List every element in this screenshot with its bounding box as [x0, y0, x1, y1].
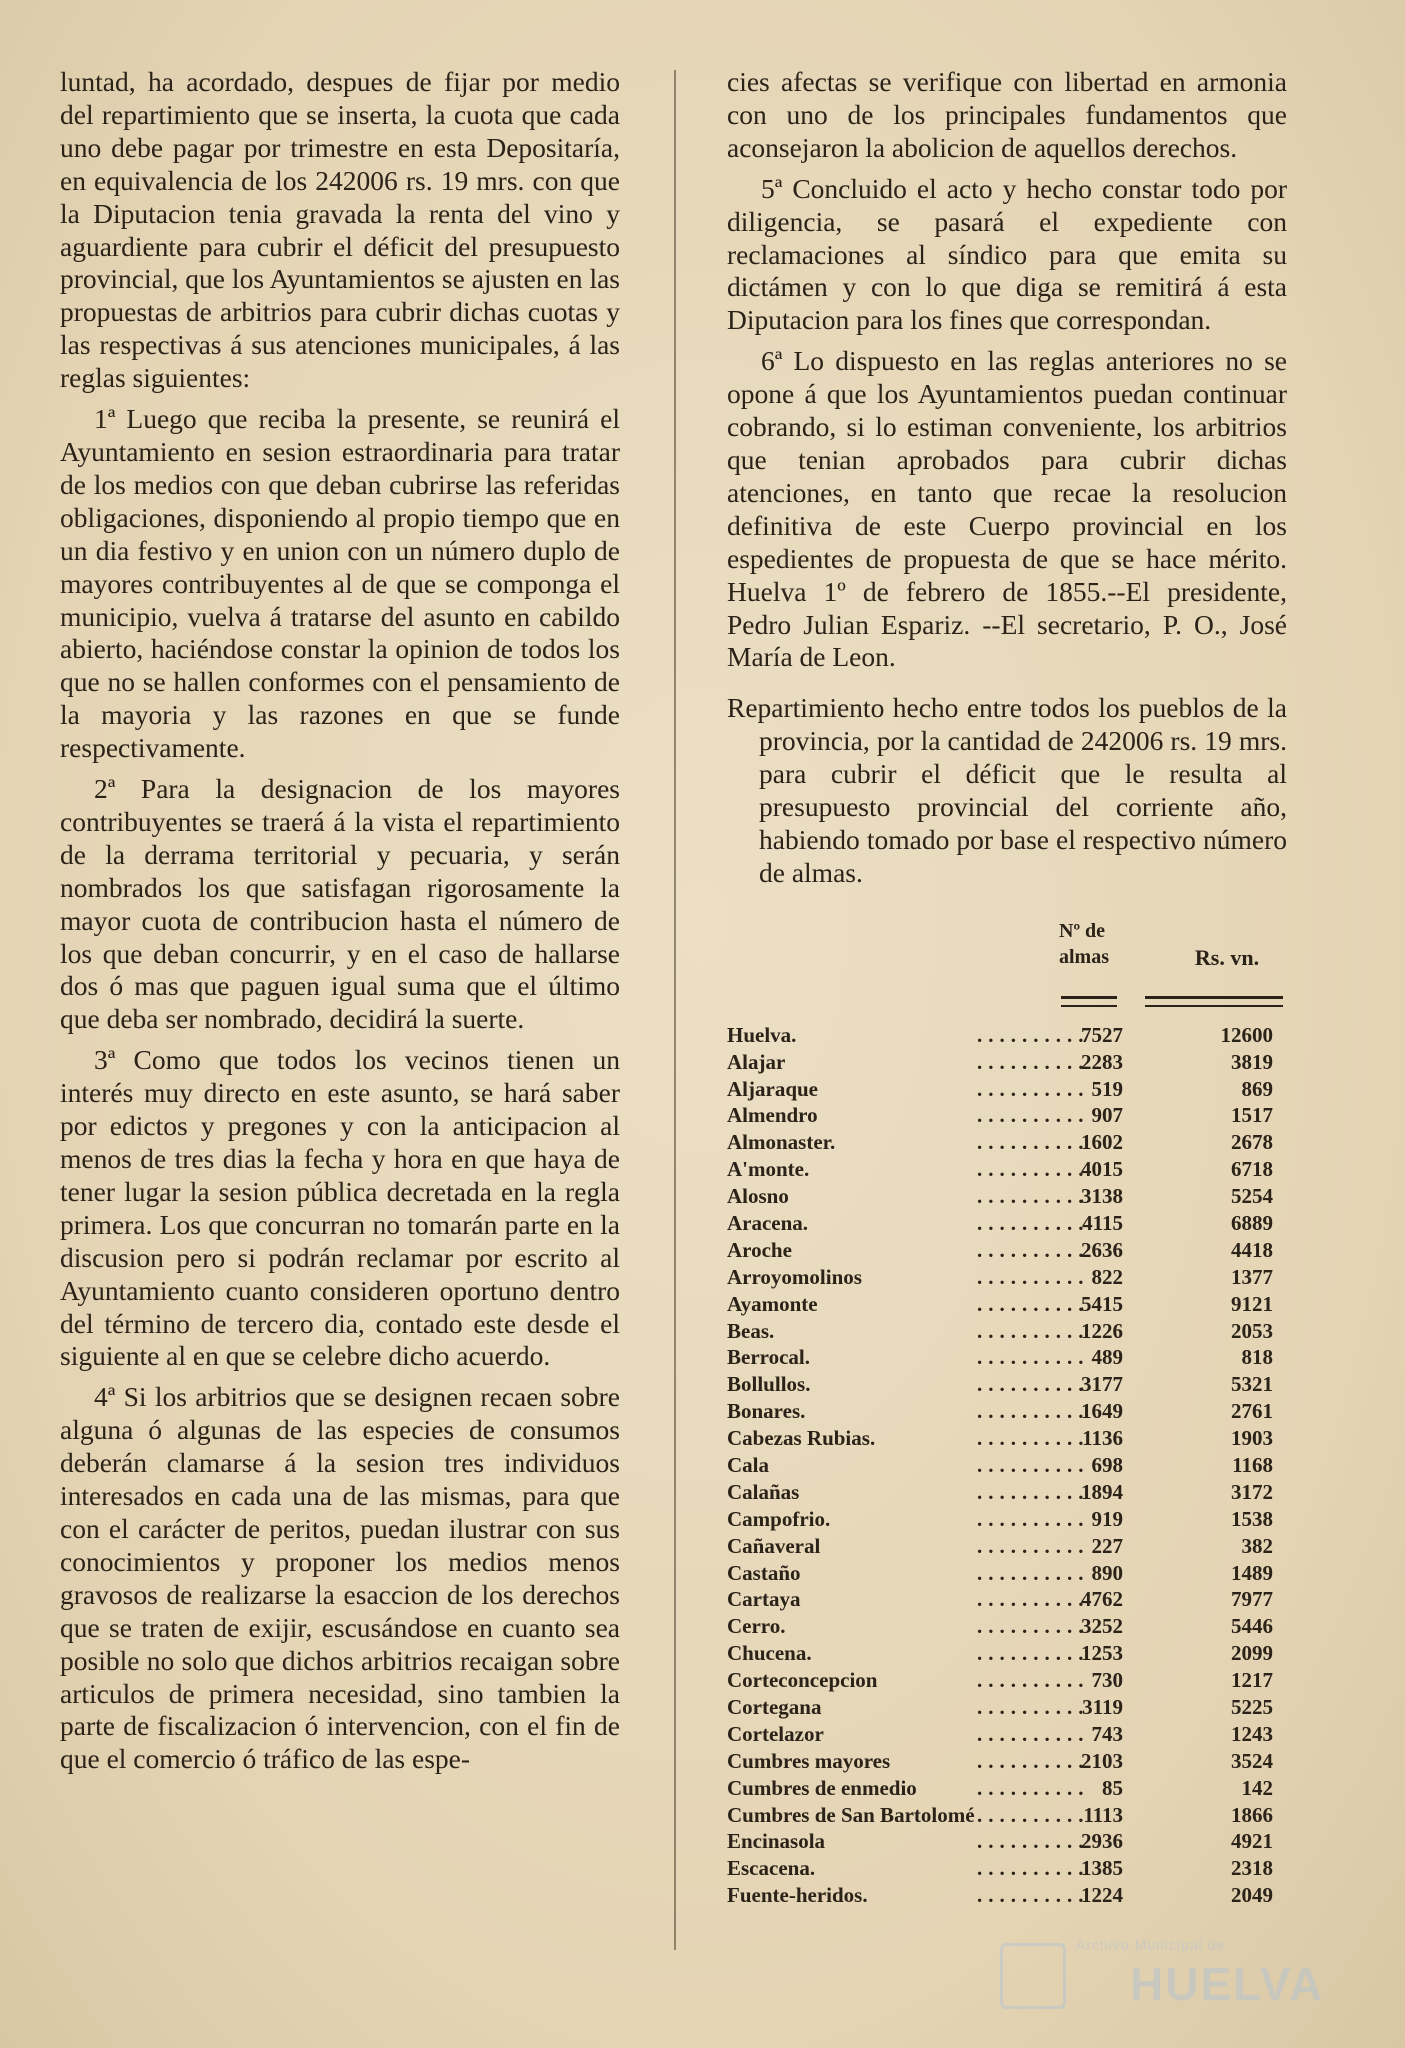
table-row: [727, 1479, 1287, 1506]
table-row: [727, 1748, 1287, 1775]
pueblo-name: Fuente-heridos.: [727, 1883, 868, 1908]
pueblo-name: Cumbres de San Bartolomé: [727, 1802, 975, 1827]
table-row: [727, 1586, 1287, 1613]
almas-value: 822: [1091, 1264, 1123, 1289]
leader-dots: ..........: [977, 1399, 1090, 1424]
leader-dots: ..........: [977, 1883, 1090, 1908]
pueblo-name: Cabezas Rubias.: [727, 1426, 876, 1451]
pueblo-name: Cumbres de enmedio: [727, 1775, 917, 1800]
pueblo-name: Arroyomolinos: [727, 1264, 862, 1289]
leader-dots: ..........: [977, 1210, 1090, 1235]
leader-dots: ..........: [977, 1802, 1090, 1827]
pueblo-name: Alosno: [727, 1184, 789, 1209]
table-row: [727, 1855, 1287, 1882]
table-row: [727, 1129, 1287, 1156]
col-header-rs: Rs. vn.: [1194, 944, 1260, 970]
pueblo-name: Calañas: [727, 1479, 800, 1504]
rs-value: 12600: [1220, 1022, 1273, 1047]
rs-value: 1377: [1231, 1264, 1273, 1289]
rs-value: 1489: [1231, 1560, 1273, 1585]
leader-dots: ..........: [977, 1237, 1090, 1262]
rs-value: 1517: [1231, 1103, 1273, 1128]
rs-value: 2761: [1231, 1399, 1273, 1424]
pueblo-name: Campofrio.: [727, 1506, 831, 1531]
pueblo-name: Aracena.: [727, 1210, 809, 1235]
pueblo-name: Almonaster.: [727, 1130, 836, 1155]
table-row: [727, 1640, 1287, 1667]
leader-dots: ..........: [977, 1560, 1090, 1585]
pueblo-name: Huelva.: [727, 1022, 797, 1047]
leader-dots: ..........: [977, 1130, 1090, 1155]
leader-dots: ..........: [977, 1426, 1090, 1451]
pueblo-name: Cortelazor: [727, 1721, 824, 1746]
table-row: [727, 1452, 1287, 1479]
leader-dots: ..........: [977, 1668, 1090, 1693]
almas-value: 3138: [1081, 1184, 1123, 1209]
almas-value: 1385: [1081, 1856, 1123, 1881]
table-row: [727, 1264, 1287, 1291]
rs-value: 2318: [1231, 1856, 1273, 1881]
table-row: [727, 1237, 1287, 1264]
rs-value: 3819: [1231, 1049, 1273, 1074]
table-row: [727, 1318, 1287, 1345]
almas-value: 2103: [1081, 1748, 1123, 1773]
table-row: [727, 1882, 1287, 1909]
almas-value: 2283: [1081, 1049, 1123, 1074]
almas-value: 7527: [1081, 1022, 1123, 1047]
rs-value: 2049: [1231, 1883, 1273, 1908]
pueblo-name: Aljaraque: [727, 1076, 818, 1101]
rs-value: 3172: [1231, 1479, 1273, 1504]
almas-value: 3252: [1081, 1614, 1123, 1639]
pueblo-name: A'monte.: [727, 1157, 810, 1182]
pueblo-name: Cumbres mayores: [727, 1748, 891, 1773]
table-row: [727, 1506, 1287, 1533]
almas-value: 5415: [1081, 1291, 1123, 1316]
table-row: [727, 1802, 1287, 1829]
rs-value: 5446: [1231, 1614, 1273, 1639]
rs-value: 1866: [1231, 1802, 1273, 1827]
leader-dots: ..........: [977, 1506, 1090, 1531]
rs-value: 2099: [1231, 1641, 1273, 1666]
table-row: [727, 1828, 1287, 1855]
almas-value: 3119: [1082, 1695, 1123, 1720]
pueblo-name: Castaño: [727, 1560, 801, 1585]
almas-value: 1602: [1081, 1130, 1123, 1155]
leader-dots: ..........: [977, 1829, 1090, 1854]
leader-dots: ..........: [977, 1721, 1090, 1746]
leader-dots: ..........: [977, 1022, 1090, 1047]
table-row: [727, 1076, 1287, 1103]
rs-value: 2053: [1231, 1318, 1273, 1343]
table-row: [727, 1183, 1287, 1210]
almas-value: 1649: [1081, 1399, 1123, 1424]
intro-paragraph: luntad, ha acordado, despues de fijar por medio del repartimiento que se inserta, la cuota que cada uno debe pagar por trimestre en esta Depositaría, en equivalencia de los 242006 rs. 19 mrs. con que la Diputacion tenia gravada la renta del vino y aguardiente para cubrir el déficit del presupuesto provincial, que los Ayuntamientos se ajusten en las propuestas de arbitrios para cubrir dichas cuotas y las respectivas á sus atenciones municipales, á las reglas siguientes:: [60, 66, 620, 394]
leader-dots: ..........: [977, 1157, 1090, 1182]
pueblo-name: Bollullos.: [727, 1372, 811, 1397]
continuation-paragraph: cies afectas se verifique con libertad en armonia con uno de los principales fundamentos que aconsejaron la abolicion de aquellos derechos.: [727, 66, 1287, 163]
table-row: [727, 1721, 1287, 1748]
table-row: [727, 1022, 1287, 1049]
header-rule-rs: [1145, 996, 1283, 1007]
rule-1-paragraph: 1ª Luego que reciba la presente, se reunirá el Ayuntamiento en sesion estraordinaria para tratar de los medios con que deban cubrirse las referidas obligaciones, disponiendo al propio tiempo que en un dia festivo y en union con un número duplo de mayores contribuyentes al de que se componga el municipio, vuelva á tratarse del asunto en cabildo abierto, haciéndose constar la opinion de todos los que no se hallen conformes con el pensamiento de la mayoria y las razones en que se funde respectivamente.: [60, 403, 620, 764]
almas-value: 519: [1091, 1076, 1123, 1101]
table-title: Repartimiento hecho entre todos los pueblos de la provincia, por la cantidad de 242006 rs. 19 mrs. para cubrir el déficit que le resulta al presupuesto provincial del corriente año, habiendo tomado por base el respectivo número de almas.: [727, 692, 1287, 888]
rule-2-paragraph: 2ª Para la designacion de los mayores contribuyentes se traerá á la vista el repartimiento de la derrama territorial y pecuaria, y serán nombrados los que satisfagan rigorosamente la mayor cuota de contribucion hasta el número de los que deban concurrir, y en el caso de hallarse dos ó mas que paguen igual suma que el último que deba ser nombrado, decidirá la suerte.: [60, 773, 620, 1035]
table-row: [727, 1210, 1287, 1237]
almas-value: 1136: [1082, 1426, 1123, 1451]
almas-value: 907: [1091, 1103, 1123, 1128]
rule-4-paragraph: 4ª Si los arbitrios que se designen recaen sobre alguna ó algunas de las especies de consumos deberán clamarse á la sesion tres individuos interesados en cada una de las mismas, para que con el carácter de peritos, puedan ilustrar con sus conocimientos y proponer los medios menos gravosos de realizarse la esaccion de los derechos que se traten de exijir, escusándose en cuanto sea posible no solo que dichos arbitrios recaigan sobre articulos de primera necesidad, sino tambien la parte de fiscalizacion ó intervencion, con el fin de que el comercio ó tráfico de las espe-: [60, 1381, 620, 1775]
rs-value: 818: [1241, 1345, 1273, 1370]
left-column: [60, 66, 620, 1784]
leader-dots: ..........: [977, 1453, 1090, 1477]
rs-value: 1168: [1232, 1453, 1273, 1477]
table-row: [727, 1425, 1287, 1452]
almas-value: 1226: [1081, 1318, 1123, 1343]
leader-dots: ..........: [977, 1372, 1090, 1397]
table-row: [727, 1560, 1287, 1587]
pueblo-name: Corteconcepcion: [727, 1668, 878, 1693]
header-rule-almas: [1061, 996, 1117, 1007]
leader-dots: ..........: [977, 1184, 1090, 1209]
rs-value: 3524: [1231, 1748, 1273, 1773]
rs-value: 5254: [1231, 1184, 1273, 1209]
rs-value: 7977: [1231, 1587, 1273, 1612]
pueblo-name: Cortegana: [727, 1695, 822, 1720]
leader-dots: ..........: [977, 1641, 1090, 1666]
almas-value: 4762: [1081, 1587, 1123, 1612]
table-row: [727, 1533, 1287, 1560]
leader-dots: ..........: [977, 1103, 1090, 1128]
pueblo-name: Cala: [727, 1453, 769, 1477]
leader-dots: ..........: [977, 1076, 1090, 1101]
rs-value: 6889: [1231, 1210, 1273, 1235]
repartimiento-table: [727, 1022, 1287, 1909]
rule-6-paragraph: 6ª Lo dispuesto en las reglas anteriores no se opone á que los Ayuntamientos puedan continuar cobrando, si lo estiman conveniente, los arbitrios que tenian aprobados para cubrir dichas atenciones, en tanto que recae la resolucion definitiva de este Cuerpo provincial en los espedientes de propuesta de que se hace mérito. Huelva 1º de febrero de 1855.--El presidente, Pedro Julian Espariz. --El secretario, P. O., José María de Leon.: [727, 345, 1287, 673]
rs-value: 142: [1241, 1775, 1273, 1800]
table-row: [727, 1049, 1287, 1076]
almas-value: 85: [1102, 1775, 1123, 1800]
table-row: [727, 1398, 1287, 1425]
pueblo-name: Almendro: [727, 1103, 818, 1128]
rs-value: 5321: [1231, 1372, 1273, 1397]
table-row: [727, 1667, 1287, 1694]
almas-value: 1894: [1081, 1479, 1123, 1504]
almas-value: 698: [1091, 1453, 1123, 1477]
leader-dots: ..........: [977, 1264, 1090, 1289]
almas-value: 1224: [1081, 1883, 1123, 1908]
almas-value: 489: [1091, 1345, 1123, 1370]
rs-value: 869: [1241, 1076, 1273, 1101]
leader-dots: ..........: [977, 1587, 1090, 1612]
almas-value: 227: [1091, 1533, 1123, 1558]
pueblo-name: Bonares.: [727, 1399, 806, 1424]
table-row: [727, 1156, 1287, 1183]
table-row: [727, 1371, 1287, 1398]
col-header-almas: Nº de almas: [1059, 919, 1109, 968]
almas-value: 890: [1091, 1560, 1123, 1585]
watermark-small-text: Archivo Municipal de: [1076, 1937, 1226, 1953]
rs-value: 1538: [1231, 1506, 1273, 1531]
leader-dots: ..........: [977, 1856, 1090, 1881]
almas-value: 4115: [1082, 1210, 1123, 1235]
pueblo-name: Cañaveral: [727, 1533, 821, 1558]
rule-5-paragraph: 5ª Concluido el acto y hecho constar todo por diligencia, se pasará el expediente con reclamaciones al síndico para que emita su dictámen y con lo que diga se remitirá á esta Diputacion para los fines que correspondan.: [727, 172, 1287, 336]
leader-dots: ..........: [977, 1748, 1090, 1773]
pueblo-name: Cartaya: [727, 1587, 801, 1612]
rule-3-paragraph: 3ª Como que todos los vecinos tienen un interés muy directo en este asunto, se hará saber por edictos y pregones y con la anticipacion al menos de tres dias la fecha y hora en que haya de tener lugar la sesion pública decretada en la regla primera. Los que concurran no tomarán parte en la discusion pero si podrán reclamar por escrito al Ayuntamiento cuanto consideren oportuno dentro del término de tercero dia, contado este desde el siguiente al en que se celebre dicho acuerdo.: [60, 1044, 620, 1372]
table-header: [727, 912, 1287, 1022]
rs-value: 1243: [1231, 1721, 1273, 1746]
pueblo-name: Ayamonte: [727, 1291, 818, 1316]
rs-value: 1217: [1231, 1668, 1273, 1693]
almas-value: 2636: [1081, 1237, 1123, 1262]
rs-value: 382: [1241, 1533, 1273, 1558]
archive-watermark: [1000, 1935, 1330, 2015]
pueblo-name: Alajar: [727, 1049, 786, 1074]
rs-value: 6718: [1231, 1157, 1273, 1182]
column-divider: [674, 70, 676, 1950]
almas-value: 730: [1091, 1668, 1123, 1693]
almas-value: 1113: [1083, 1802, 1123, 1827]
almas-value: 743: [1091, 1721, 1123, 1746]
table-row: [727, 1291, 1287, 1318]
almas-value: 2936: [1081, 1829, 1123, 1854]
table-row: [727, 1694, 1287, 1721]
leader-dots: ..........: [977, 1291, 1090, 1316]
pueblo-name: Encinasola: [727, 1829, 826, 1854]
table-row: [727, 1775, 1287, 1802]
archive-logo-icon: [1000, 1943, 1066, 2009]
rs-value: 9121: [1231, 1291, 1273, 1316]
pueblo-name: Escacena.: [727, 1856, 816, 1881]
pueblo-name: Cerro.: [727, 1614, 786, 1639]
leader-dots: ..........: [977, 1533, 1090, 1558]
pueblo-name: Beas.: [727, 1318, 775, 1343]
rs-value: 2678: [1231, 1130, 1273, 1155]
leader-dots: ..........: [977, 1775, 1090, 1800]
table-row: [727, 1613, 1287, 1640]
leader-dots: ..........: [977, 1049, 1090, 1074]
leader-dots: ..........: [977, 1614, 1090, 1639]
rs-value: 1903: [1231, 1426, 1273, 1451]
leader-dots: ..........: [977, 1695, 1090, 1720]
pueblo-name: Berrocal.: [727, 1345, 810, 1370]
leader-dots: ..........: [977, 1345, 1090, 1370]
almas-value: 919: [1091, 1506, 1123, 1531]
watermark-big-text: HUELVA: [1130, 1958, 1325, 2010]
almas-value: 3177: [1081, 1372, 1123, 1397]
rs-value: 4418: [1231, 1237, 1273, 1262]
rs-value: 5225: [1231, 1695, 1273, 1720]
table-row: [727, 1102, 1287, 1129]
table-row: [727, 1344, 1287, 1371]
right-column: [727, 66, 1287, 1909]
pueblo-name: Aroche: [727, 1237, 792, 1262]
almas-value: 1253: [1081, 1641, 1123, 1666]
pueblo-name: Chucena.: [727, 1641, 812, 1666]
leader-dots: ..........: [977, 1479, 1090, 1504]
leader-dots: ..........: [977, 1318, 1090, 1343]
almas-value: 4015: [1081, 1157, 1123, 1182]
rs-value: 4921: [1231, 1829, 1273, 1854]
